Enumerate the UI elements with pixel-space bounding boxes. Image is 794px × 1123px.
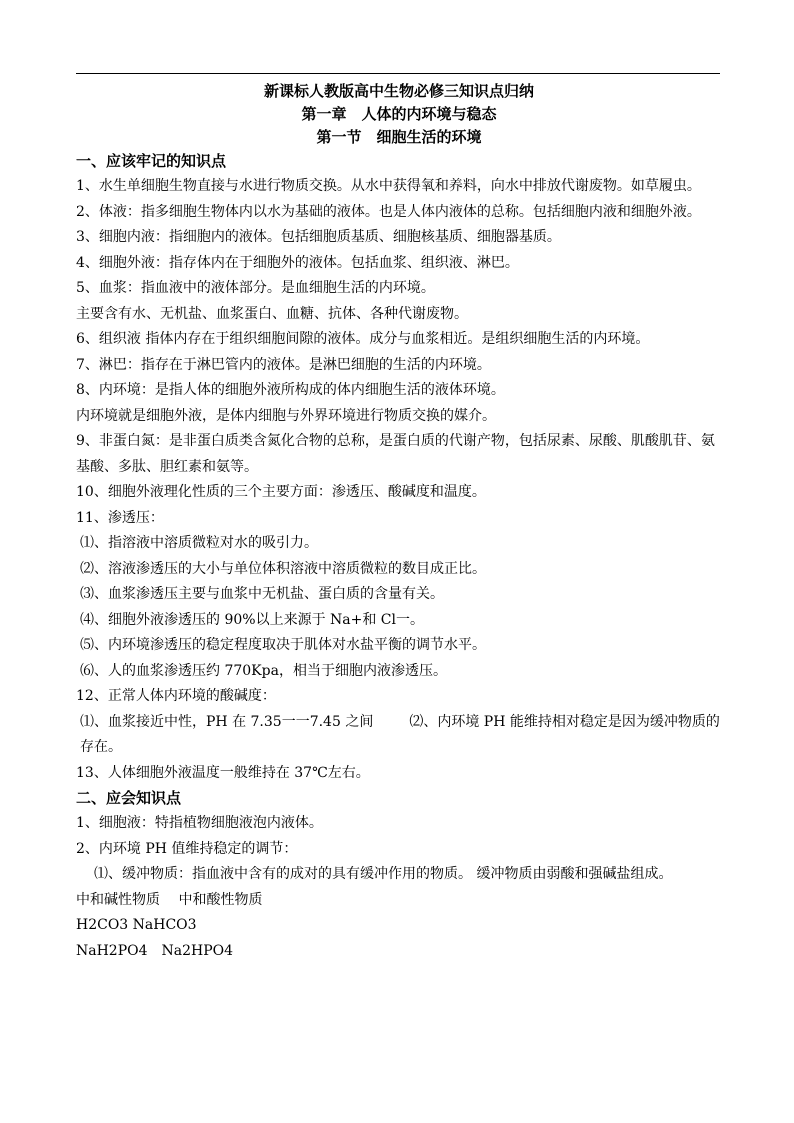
document-title: 新课标人教版高中生物必修三知识点归纳 (263, 82, 534, 100)
ph-paragraph (76, 710, 722, 761)
osmotic-item: ⑴、指溶液中溶质微粒对水的吸引力。 (80, 535, 318, 551)
list-item: 11、渗透压： (76, 509, 164, 526)
list-item: 5、血浆：指血液中的液体部分。是血细胞生活的内环境。 (76, 280, 435, 296)
list-item: 3、细胞内液：指细胞内的液体。包括细胞质基质、细胞核基质、细胞器基质。 (76, 229, 561, 245)
buffer-pair: H2CO3 NaHCO3 (76, 917, 197, 933)
list-item: 9、非蛋白氮：是非蛋白质类含氮化合物的总称，是蛋白质的代谢产物，包括尿素、尿酸、肌酸肌苷、氨基酸、多肽、胆红素和氨等。 (76, 433, 715, 475)
osmotic-item: ⑸、内环境渗透压的稳定程度取决于肌体对水盐平衡的调节水平。 (80, 637, 486, 653)
list-item: 1、细胞液：特指植物细胞液泡内液体。 (76, 815, 323, 831)
document-body (76, 80, 722, 964)
list-item: 2、体液：指多细胞生物体内以水为基础的液体。也是人体内液体的总称。包括细胞内液和细胞外液。 (76, 203, 701, 220)
section-title: 第一节 细胞生活的环境 (316, 128, 482, 146)
osmotic-item: ⑶、血浆渗透压主要与血浆中无机盐、蛋白质的含量有关。 (80, 586, 444, 602)
buffer-pair: NaH2PO4 Na2HPO4 (76, 942, 234, 959)
part1-heading: 一、应该牢记的知识点 (76, 152, 227, 170)
list-item: 4、细胞外液：指存体内在于细胞外的液体。包括血浆、组织液、淋巴。 (76, 254, 519, 271)
list-item: 13、人体细胞外液温度一般维持在 37℃左右。 (76, 764, 370, 781)
chapter-title: 第一章 人体的内环境与稳态 (301, 105, 497, 123)
list-item: 2、内环境 PH 值维持稳定的调节： (76, 840, 298, 857)
list-item: 6、组织液 指体内存在于组织细胞间隙的液体。成分与血浆相近。是组织细胞生活的内环境。 (76, 331, 650, 347)
osmotic-item: ⑹、人的血浆渗透压约 770Kpa，相当于细胞内液渗透压。 (80, 662, 447, 679)
list-item: 12、正常人体内环境的酸碱度： (76, 688, 276, 704)
list-item: 10、细胞外液理化性质的三个主要方面：渗透压、酸碱度和温度。 (76, 484, 486, 500)
header-rule (76, 73, 720, 74)
list-item: 内环境就是细胞外液，是体内细胞与外界环境进行物质交换的媒介。 (76, 407, 496, 424)
list-item: 主要含有水、无机盐、血浆蛋白、血糖、抗体、各种代谢废物。 (76, 305, 468, 322)
buffer-labels: 中和碱性物质 中和酸性物质 (76, 891, 263, 908)
list-item: 7、淋巴：指存在于淋巴管内的液体。是淋巴细胞的生活的内环境。 (76, 356, 491, 373)
buffer-item: ⑴、缓冲物质：指血液中含有的成对的具有缓冲作用的物质。 缓冲物质由弱酸和强碱盐组成。 (94, 866, 673, 882)
osmotic-item: ⑷、细胞外液渗透压的 90%以上来源于 Na+和 Cl一。 (80, 611, 424, 628)
list-item: 1、水生单细胞生物直接与水进行物质交换。从水中获得氧和养料，向水中排放代谢废物。如草履虫。 (76, 178, 701, 194)
list-item: 8、内环境：是指人体的细胞外液所构成的体内细胞生活的液体环境。 (76, 382, 505, 398)
part2-heading: 二、应会知识点 (76, 789, 182, 807)
osmotic-item: ⑵、溶液渗透压的大小与单位体积溶液中溶质微粒的数目成正比。 (80, 560, 486, 577)
ph-item-a: ⑴、血浆接近中性，PH 在 7.35一一7.45 之间 (80, 713, 374, 730)
ph-item-b: ⑵、内环境 PH 能维持相对稳定是因为缓冲物质的存在。 (80, 713, 720, 755)
